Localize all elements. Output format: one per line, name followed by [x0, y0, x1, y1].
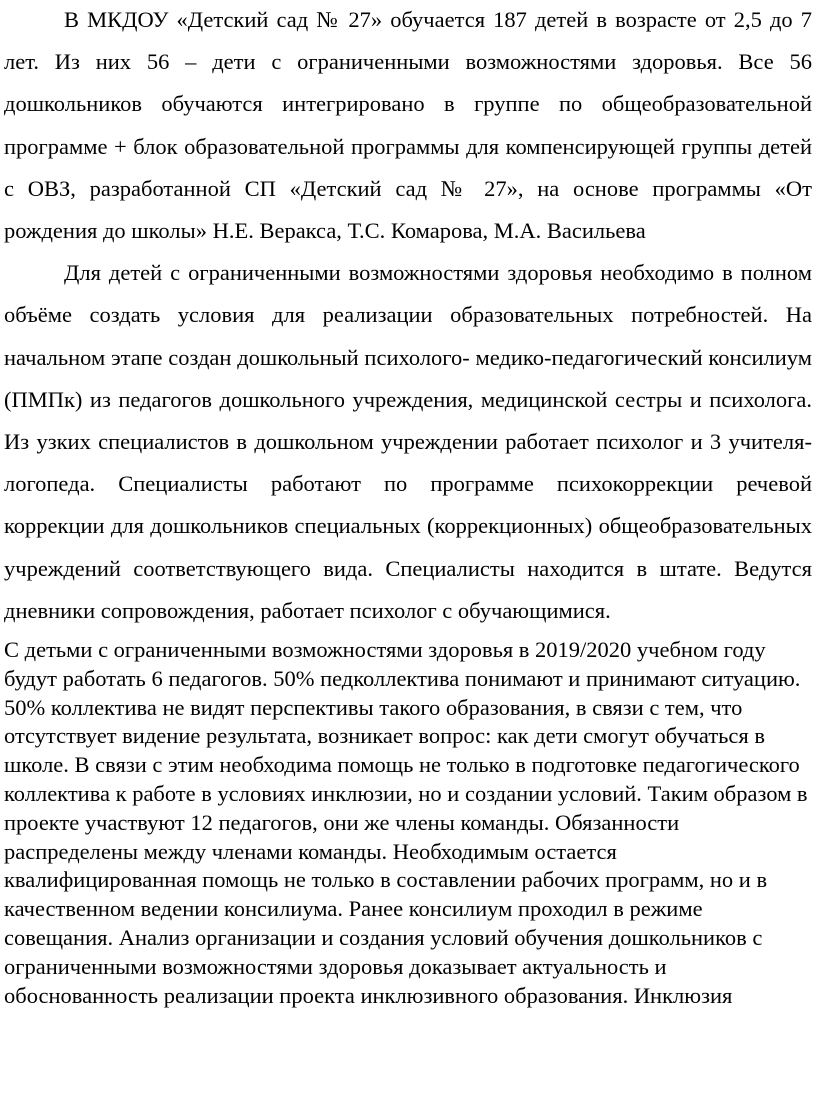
paragraph-conditions-and-specialists: Для детей с ограниченными возможностями здоровья необходимо в полном объёме создать условия для реализации образовательных потребностей. На начальном этапе создан дошкольный психолого- медико-педагогический консилиум (ПМПк) из педагогов дошкольного учреждения, медицинской сестры и психолога. Из узких специалистов в дошкольном учреждении работает психолог и 3 учителя-логопеда. Специалисты работают по программе психокоррекции речевой коррекции для дошкольников специальных (коррекционных) общеобразовательных учреждений соответствующего вида. Специалисты находится в штате. Ведутся дневники сопровождения, работает психолог с обучающимися. [4, 260, 812, 623]
paragraph-teachers-and-project: С детьми с ограниченными возможностями здоровья в 2019/2020 учебном году будут работать 6 педагогов. 50% педколлектива понимают и принимают ситуацию. 50% коллектива не видят перспективы такого образования, в связи с тем, что отсутствует видение результата, возникает вопрос: как дети смогут обучаться в школе. В связи с этим необходима помощь не только в подготовке педагогического коллектива к работе в условиях инклюзии, но и создании условий. Таким образом в проекте участвуют 12 педагогов, они же члены команды. Обязанности распределены между членами команды. Необходимым остается квалифицированная помощь не только в составлении рабочих программ, но и в качественном ведении консилиума. Ранее консилиум проходил в режиме совещания. Анализ организации и создания условий обучения дошкольников с ограниченными возможностями здоровья доказывает актуальность и обоснованность реализации проекта инклюзивного образования. Инклюзия [4, 637, 808, 1008]
paragraph-school-overview: В МКДОУ «Детский сад № 27» обучается 187 детей в возрасте от 2,5 до 7 лет. Из них 56 – дети с ограниченными возможностями здоровья. Все 56 дошкольников обучаются интегрировано в группе по общеобразовательной программе + блок образовательной программы для компенсирующей группы детей с ОВЗ, разработанной СП «Детский сад № 27», на основе программы «От рождения до школы» Н.Е. Веракса, Т.С. Комарова, М.А. Васильева [4, 7, 812, 244]
